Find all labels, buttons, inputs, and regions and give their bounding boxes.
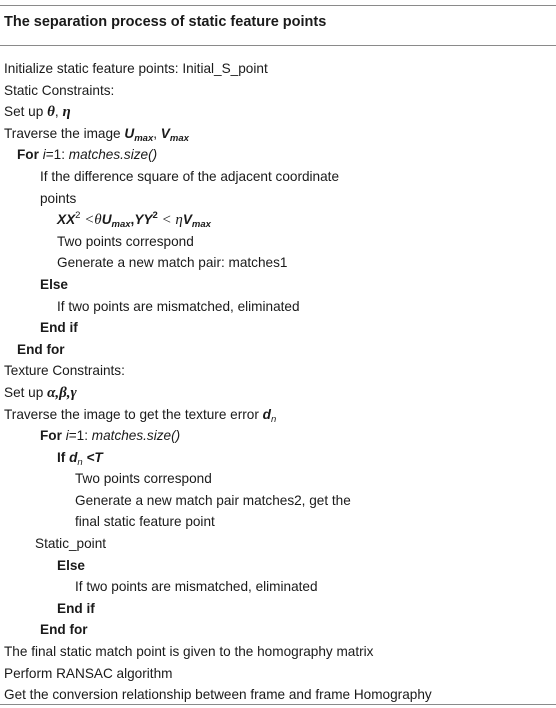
line-if-dn: If $d_n <T$ <box>57 449 103 468</box>
line-end-for-1: End for <box>17 341 65 357</box>
line-generate-matches2: Generate a new match pair matches2, get the <box>75 492 351 508</box>
line-set-up-theta-eta: Set up θ, η <box>4 104 71 121</box>
line-texture-constraints: Texture Constraints: <box>4 363 125 379</box>
line-static-point: Static_point <box>35 536 107 552</box>
line-else-1: Else <box>40 276 68 292</box>
line-mismatch-1: If two points are mismatched, eliminated <box>57 298 300 314</box>
table-title: The separation process of static feature points <box>4 14 327 30</box>
line-for-loop-2: For i=1: matches.size() <box>40 428 181 444</box>
line-final-static-feature: final static feature point <box>75 514 215 530</box>
line-points: points <box>40 190 77 206</box>
line-ransac: Perform RANSAC algorithm <box>4 665 173 681</box>
line-traverse-image: Traverse the image $U_{max}$, $V_{max}$ <box>4 125 189 144</box>
line-generate-matches1: Generate a new match pair: matches1 <box>57 255 288 271</box>
line-mismatch-2: If two points are mismatched, eliminated <box>75 579 318 595</box>
line-static-constraints: Static Constraints: <box>4 82 115 98</box>
line-final-match: The final static match point is given to the homography matrix <box>4 644 374 660</box>
line-else-2: Else <box>57 557 85 573</box>
bottom-rule <box>0 704 556 705</box>
line-end-if-1: End if <box>40 320 78 336</box>
line-end-for-2: End for <box>40 622 88 638</box>
line-set-up-abc: Set up α,β,γ <box>4 384 77 401</box>
line-xx-yy-condition: $XX^2 <\theta U_{max},YY^2 < \eta V_{max}$ <box>57 210 211 231</box>
line-traverse-texture: Traverse the image to get the texture error $d_n$ <box>4 406 277 425</box>
line-two-points-correspond-1: Two points correspond <box>57 233 194 249</box>
line-if-difference: If the difference square of the adjacent coordinate <box>40 168 340 184</box>
line-end-if-2: End if <box>57 600 95 616</box>
line-conversion: Get the conversion relationship between frame and frame Homography <box>4 687 432 703</box>
line-for-loop-1: For i=1: matches.size() <box>17 147 158 163</box>
algorithm-body <box>0 58 556 706</box>
header-rule <box>0 45 556 46</box>
top-rule <box>0 5 556 6</box>
line-two-points-correspond-2: Two points correspond <box>75 471 212 487</box>
line-init: Initialize static feature points: Initial_S_point <box>4 61 268 76</box>
